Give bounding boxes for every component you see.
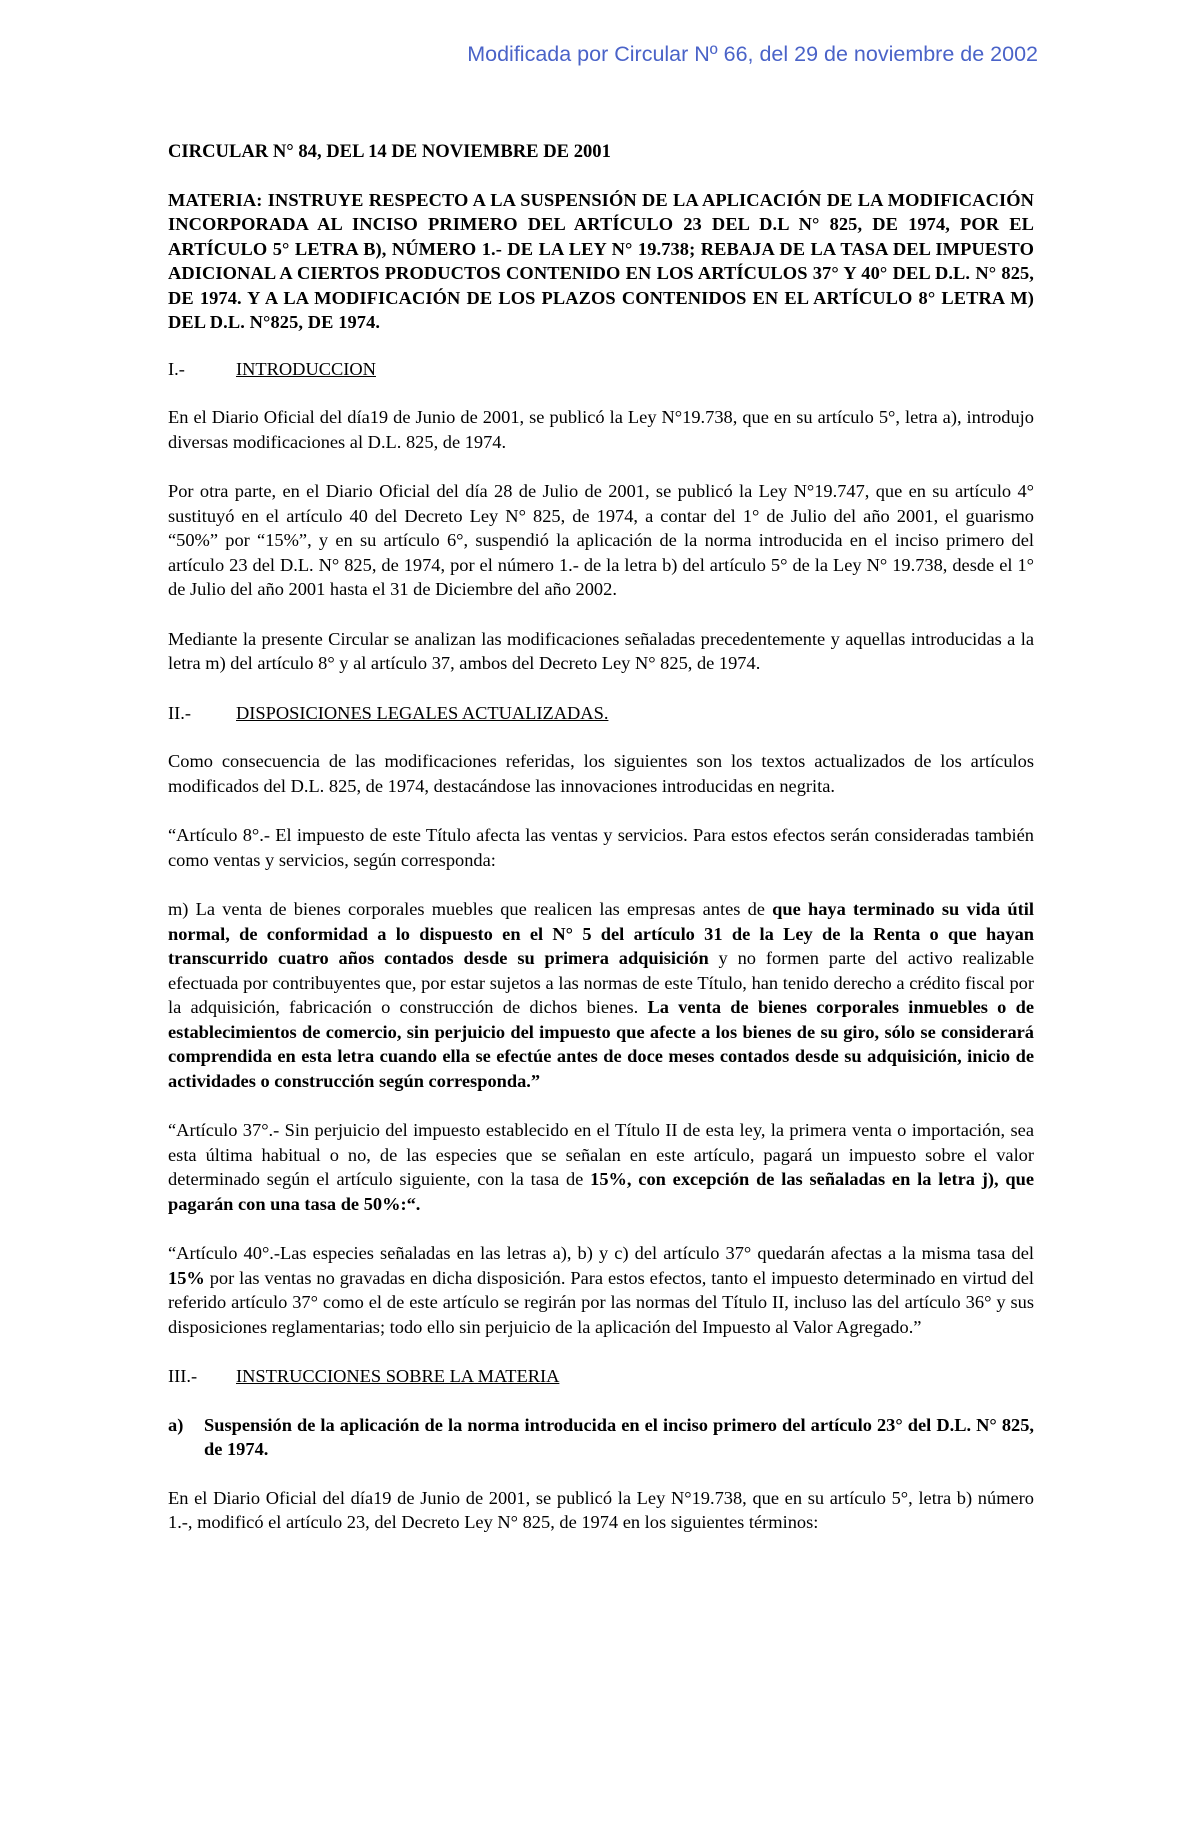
paragraph: Como consecuencia de las modificaciones referidas, los siguientes son los textos actualizados de los artículos modificados del D.L. 825, de 1974, destacándose las innovaciones introducidas en negrita. [168, 751, 1034, 796]
text-span: por las ventas no gravadas en dicha disposición. Para estos efectos, tanto el impuesto determinado en virtud del referido artículo 37° como el de este artículo se regirán por las normas del Título II, incluso las del artículo 36° y sus disposiciones reglamentarias; todo ello sin perjuicio de la aplicación del Impuesto al Valor Agregado.” [168, 1267, 1034, 1337]
document-body [168, 140, 1034, 1560]
section-title: INTRODUCCION [236, 358, 376, 379]
section-number: II.- [168, 702, 191, 723]
bold-text: 15% [168, 1267, 205, 1288]
subsection-letter: a) [168, 1414, 184, 1435]
section-title: DISPOSICIONES LEGALES ACTUALIZADAS. [236, 702, 609, 723]
text-span: “Artículo 40°.-Las especies señaladas en las letras a), b) y c) del artículo 37° quedarán afectas a la misma tasa del [168, 1243, 1034, 1263]
article-37-quote [168, 1118, 1034, 1216]
section-number: I.- [168, 358, 185, 379]
subsection-a-heading [168, 1413, 1034, 1462]
section-heading-instrucciones [168, 1364, 1034, 1389]
bold-text: 15%, con excepción de las señaladas en la letra j), que pagarán con una tasa de 50%:“. [168, 1169, 1034, 1214]
section-number: III.- [168, 1366, 198, 1386]
paragraph: Por otra parte, en el Diario Oficial del día 28 de Julio de 2001, se publicó la Ley N°19.747, que en su artículo 4° sustituyó en el artículo 40 del Decreto Ley N° 825, de 1974, a contar del 1° de Julio del año 2001, el guarismo “50%” por “15%”, y en su artículo 6°, suspendió la aplicación de la norma introducida en el inciso primero del artículo 23 del D.L. N° 825, de 1974, por el número 1.- de la letra b) del artículo 5° de la Ley N° 19.738, desde el 1° de Julio del año 2001 hasta el 31 de Diciembre del año 2002. [168, 481, 1034, 599]
paragraph: En el Diario Oficial del día19 de Junio de 2001, se publicó la Ley N°19.738, que en su artículo 5°, letra b) número 1.-, modificó el artículo 23, del Decreto Ley N° 825, de 1974 en los siguientes términos: [168, 1487, 1034, 1532]
article-8-letter-m [168, 897, 1034, 1093]
section-title: INSTRUCCIONES SOBRE LA MATERIA [236, 1366, 560, 1386]
text-span: y no formen parte del activo realizable efectuada por contribuyentes que, por estar sujetos a las normas de este Título, han tenido derecho a crédito fiscal por la adquisición, fabricación o construcción de dichos bienes. [168, 948, 1034, 1017]
modification-note: Modificada por Circular Nº 66, del 29 de noviembre de 2002 [467, 42, 1038, 66]
section-heading-introduccion [168, 357, 1034, 382]
article-40-quote [168, 1241, 1034, 1339]
subsection-title: Suspensión de la aplicación de la norma introducida en el inciso primero del artículo 23° del D.L. N° 825, de 1974. [204, 1414, 1034, 1459]
text-span: m) La venta de bienes corporales muebles que realicen las empresas antes de [168, 899, 773, 919]
bold-text: que haya terminado su vida útil normal, de conformidad a lo dispuesto en el N° 5 del artículo 31 de la Ley de la Renta o que hayan transcurrido cuatro años contados desde su primera adquisición [168, 899, 1034, 968]
circular-title: CIRCULAR N° 84, DEL 14 DE NOVIEMBRE DE 2001 [168, 141, 611, 162]
text-span: “Artículo 37°.- Sin perjuicio del impuesto establecido en el Título II de esta ley, la primera venta o importación, sea esta última habitual o no, de las especies que se señalan en este artículo, pagará un impuesto sobre el valor determinado según el artículo siguiente, con la tasa de [168, 1120, 1034, 1189]
materia-paragraph: MATERIA: INSTRUYE RESPECTO A LA SUSPENSIÓN DE LA APLICACIÓN DE LA MODIFICACIÓN INCORPORADA AL INCISO PRIMERO DEL ARTÍCULO 23 DEL D.L N° 825, DE 1974, POR EL ARTÍCULO 5° LETRA B), NÚMERO 1.- DE LA LEY N° 19.738; REBAJA DE LA TASA DEL IMPUESTO ADICIONAL A CIERTOS PRODUCTOS CONTENIDO EN LOS ARTÍCULOS 37° Y 40° DEL D.L. N° 825, DE 1974. Y A LA MODIFICACIÓN DE LOS PLAZOS CONTENIDOS EN EL ARTÍCULO 8° LETRA M) DEL D.L. N°825, DE 1974. [168, 189, 1034, 332]
bold-text: La venta de bienes corporales inmuebles o de establecimientos de comercio, sin perjuicio del impuesto que afecte a los bienes de su giro, sólo se considerará comprendida en esta letra cuando ella se efectúe antes de doce meses contados desde su adquisición, inicio de actividades o construcción según corresponda.” [168, 997, 1034, 1091]
section-heading-disposiciones [168, 701, 1034, 726]
paragraph: Mediante la presente Circular se analizan las modificaciones señaladas precedentemente y aquellas introducidas a la letra m) del artículo 8° y al artículo 37, ambos del Decreto Ley N° 825, de 1974. [168, 628, 1034, 673]
article-8-quote: “Artículo 8°.- El impuesto de este Título afecta las ventas y servicios. Para estos efectos serán consideradas también como ventas y servicios, según corresponda: [168, 825, 1034, 870]
paragraph: En el Diario Oficial del día19 de Junio de 2001, se publicó la Ley N°19.738, que en su artículo 5°, letra a), introdujo diversas modificaciones al D.L. 825, de 1974. [168, 407, 1034, 452]
